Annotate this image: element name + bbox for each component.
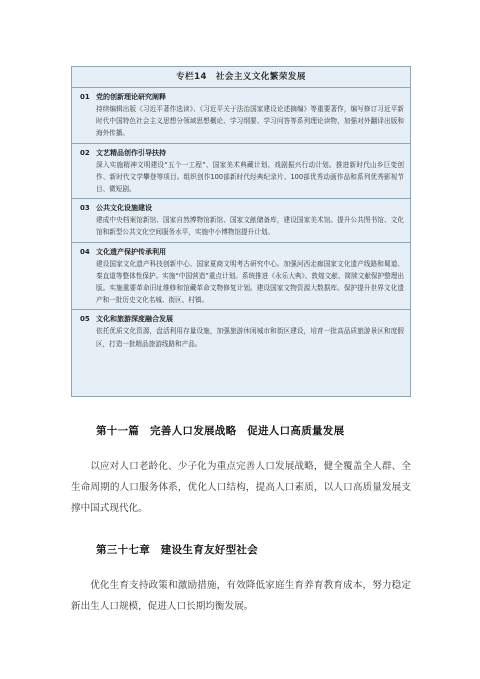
section-number: 05 (80, 315, 90, 324)
section-title: 文化遗产保护传承利用 (96, 247, 166, 256)
section-number: 03 (80, 204, 90, 213)
section-5 (72, 310, 410, 352)
section-body: 建设国家文化遗产科技创新中心、国家夏商文明考古研究中心。加强河西走廊国家文化遗产线路和蜀道、秦直道等整体性保护。实施“中国营造”重点计划。系统推进《永乐大典》、敦煌文献、简牍文献保护整理出版。实施重要革命旧址维修和馆藏革命文物修复计划。建设国家文物资源大数据库。保护提升世界文化遗产和一批历史文化名城、街区、村镇。 (96, 259, 404, 305)
body-paragraph: 以应对人口老龄化、少子化为重点完善人口发展战略，健全覆盖全人群、全生命周期的人口服务体系，优化人口结构，提高人口素质，以人口高质量发展支撑中国式现代化。 (71, 461, 411, 514)
section-body: 持续编辑出版《习近平著作选读》、《习近平关于法治国家建设论述摘编》等重要著作，编写修订习近平新时代中国特色社会主义思想分领域思想概论、学习纲要、学习问答等系列理论读物，加强对外翻译出版和海外传播。 (96, 105, 404, 138)
section-title: 文化和旅游深度融合发展 (96, 315, 173, 324)
part-heading: 第十一篇 完善人口发展战略 促进人口高质量发展 (96, 425, 345, 437)
chapter-heading: 第三十七章 建设生育友好型社会 (96, 544, 258, 556)
section-3 (72, 199, 410, 242)
section-title: 文艺精品创作引导扶持 (96, 148, 166, 157)
section-2 (72, 144, 410, 200)
section-number: 02 (80, 148, 90, 157)
section-4 (72, 243, 410, 311)
section-body: 建成中央档案馆新馆、国家自然博物馆新馆、国家文献储备库，建设国家美术馆。提升公共图书馆、文化馆和新型公共文化空间服务水平，实施中小博物馆提升计划。 (96, 216, 404, 237)
section-title: 党的创新理论研究阐释 (96, 93, 166, 101)
box-title: 专栏14 社会主义文化繁荣发展 (72, 67, 410, 88)
sidebar-box (71, 66, 411, 397)
section-1 (72, 88, 410, 144)
section-number: 04 (80, 247, 90, 256)
body-paragraph: 优化生育支持政策和激励措施，有效降低家庭生育养育教育成本，努力稳定新出生人口规模，促进人口长期均衡发展。 (71, 580, 411, 612)
section-body: 依托优质文化资源，盘活利用存量设施，加强旅游休闲城市和街区建设，培育一批高品质旅游景区和度假区，打造一批精品旅游线路和产品。 (96, 327, 404, 348)
section-title: 公共文化设施建设 (96, 204, 152, 213)
section-body: 深入实施精神文明建设“五个一工程”、国家美术典藏计划、戏剧振兴行动计划。推进新时代山乡巨变创作、新时代文学攀登等项目。组织创作100部新时代经典纪录片、100部优秀动画作品和系列优秀影视节目、微短剧。 (96, 160, 404, 194)
section-number: 01 (80, 93, 90, 101)
